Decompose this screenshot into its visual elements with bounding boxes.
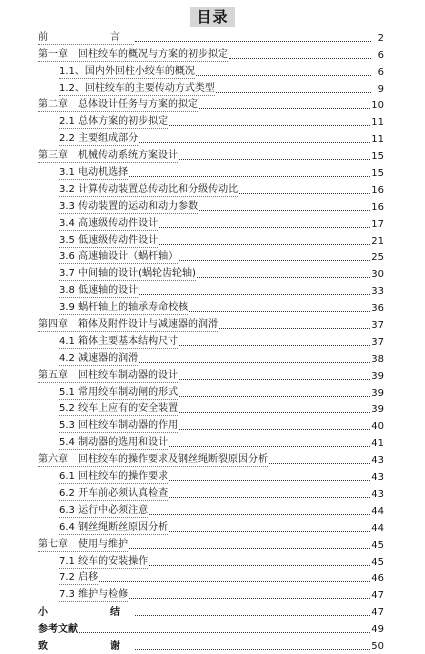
toc-leader-dots: [135, 614, 370, 616]
toc-entry[interactable]: [38, 249, 384, 266]
toc-entry-page-number: 45: [371, 556, 384, 568]
toc-entry-label: 4.2 减速器的润滑: [59, 352, 139, 364]
toc-leader-dots: [129, 597, 370, 599]
toc-leader-dots: [169, 124, 370, 126]
toc-entry-label: 3.1 电动机选择: [59, 167, 129, 179]
toc-entry[interactable]: [38, 401, 384, 418]
toc-leader-dots: [159, 226, 370, 228]
toc-entry-page-number: 36: [371, 303, 384, 315]
toc-entry-page-number: 47: [371, 590, 384, 602]
toc-leader-dots: [135, 40, 371, 42]
toc-entry[interactable]: [38, 502, 384, 519]
toc-leader-dots: [229, 57, 371, 59]
toc-leader-dots: [159, 243, 370, 245]
toc-entry-page-number: 21: [371, 235, 384, 247]
toc-entry[interactable]: [38, 80, 384, 97]
toc-leader-dots: [149, 564, 370, 566]
toc-entry[interactable]: [38, 417, 384, 434]
toc-entry-label: 2.1 总体方案的初步拟定: [59, 116, 169, 128]
toc-entry-label: 1.1、国内外回柱小绞车的概况: [59, 65, 195, 77]
toc-entry-label: 6.2 开车前必须认真检查: [59, 487, 169, 499]
toc-entry-page-number: 39: [371, 387, 384, 399]
toc-entry-label: 3.7 中间轴的设计(蜗轮齿轮轴): [59, 268, 196, 280]
toc-entry-label: 第一章 回柱绞车的概况与方案的初步拟定: [38, 48, 228, 60]
toc-leader-dots: [129, 547, 370, 549]
toc-entry-page-number: 40: [371, 421, 384, 433]
toc-entry-label: 第二章 总体设计任务与方案的拟定: [38, 99, 198, 111]
toc-entry-label: 第三章 机械传动系统方案设计: [38, 150, 178, 162]
toc-leader-dots: [179, 259, 370, 261]
toc-entry[interactable]: [38, 63, 384, 80]
toc-entry[interactable]: [38, 637, 384, 654]
toc-entry[interactable]: [38, 232, 384, 249]
toc-leader-dots: [169, 530, 370, 532]
toc-leader-dots: [179, 411, 370, 413]
toc-entry-page-number: 11: [371, 134, 384, 146]
toc-entry-label: 3.2 计算传动装置总传动比和分级传动比: [59, 183, 239, 195]
toc-entry-page-number: 45: [371, 539, 384, 551]
toc-entry[interactable]: [38, 181, 384, 198]
toc-leader-dots: [129, 175, 370, 177]
toc-entry-label: 第七章 使用与维护: [38, 538, 128, 550]
toc-entry-page-number: 33: [371, 286, 384, 298]
toc-entry-label: 致 谢: [38, 640, 134, 652]
toc-entry-label: 3.5 低速级传动件设计: [59, 234, 159, 246]
toc-entry-page-number: 43: [371, 455, 384, 467]
toc-entry-page-number: 2: [377, 32, 384, 44]
toc-leader-dots: [99, 580, 370, 582]
toc-entry[interactable]: [38, 198, 384, 215]
toc-entry-page-number: 6: [377, 66, 384, 78]
toc-entry-page-number: 30: [371, 269, 384, 281]
toc-entry[interactable]: [38, 316, 384, 333]
toc-leader-dots: [179, 378, 370, 380]
toc-entry-page-number: 37: [371, 336, 384, 348]
toc-entry-page-number: 43: [371, 472, 384, 484]
toc-entry-label: 3.6 高速轴设计（蜗杆轴）: [59, 251, 179, 263]
toc-entry[interactable]: [38, 570, 384, 587]
toc-entry-label: 第四章 箱体及附件设计与减速器的润滑: [38, 319, 218, 331]
toc-entry-label: 2.2 主要组成部分: [59, 133, 139, 145]
toc-entry[interactable]: [38, 350, 384, 367]
page-title: 目录: [190, 7, 234, 27]
toc-entry[interactable]: [38, 164, 384, 181]
toc-entry-label: 5.2 绞车上应有的安全装置: [59, 403, 179, 415]
toc-entry[interactable]: [38, 519, 384, 536]
toc-leader-dots: [139, 293, 370, 295]
toc-leader-dots: [219, 327, 370, 329]
toc-entry-label: 1.2、回柱绞车的主要传动方式类型: [59, 82, 215, 94]
table-of-contents: [38, 29, 384, 654]
toc-leader-dots: [179, 344, 370, 346]
toc-entry-page-number: 16: [371, 201, 384, 213]
toc-entry-page-number: 9: [377, 83, 384, 95]
toc-entry-page-number: 15: [371, 168, 384, 180]
toc-leader-dots: [196, 74, 371, 76]
toc-entry-page-number: 43: [371, 488, 384, 500]
toc-entry-page-number: 47: [371, 607, 384, 619]
toc-entry-page-number: 39: [371, 404, 384, 416]
toc-leader-dots: [199, 107, 370, 109]
toc-entry[interactable]: [38, 384, 384, 401]
toc-entry[interactable]: [38, 147, 384, 164]
toc-entry[interactable]: [38, 333, 384, 350]
toc-entry-page-number: 39: [371, 370, 384, 382]
toc-entry[interactable]: [38, 451, 384, 468]
toc-entry-page-number: 38: [371, 353, 384, 365]
toc-entry[interactable]: [38, 485, 384, 502]
toc-leader-dots: [239, 192, 370, 194]
toc-leader-dots: [179, 158, 370, 160]
toc-entry-label: 6.3 运行中必须注意: [59, 504, 149, 516]
toc-leader-dots: [269, 462, 370, 464]
toc-entry-label: 3.8 低速轴的设计: [59, 285, 139, 297]
toc-leader-dots: [197, 276, 370, 278]
toc-entry[interactable]: [38, 603, 384, 620]
toc-entry[interactable]: [38, 215, 384, 232]
toc-entry[interactable]: [38, 46, 384, 63]
toc-entry-label: 7.2 启移: [59, 572, 99, 584]
toc-entry[interactable]: [38, 367, 384, 384]
toc-entry-label: 3.4 高速级传动件设计: [59, 217, 159, 229]
toc-leader-dots: [169, 496, 370, 498]
toc-entry-page-number: 44: [371, 505, 384, 517]
toc-entry[interactable]: [38, 97, 384, 114]
toc-entry[interactable]: [38, 620, 384, 637]
toc-entry-label: 4.1 箱体主要基本结构尺寸: [59, 335, 179, 347]
title-wrap: [0, 7, 425, 27]
toc-leader-dots: [135, 648, 370, 650]
toc-entry[interactable]: [38, 468, 384, 485]
toc-entry-label: 6.1 回柱绞车的操作要求: [59, 471, 169, 483]
toc-entry[interactable]: [38, 113, 384, 130]
toc-entry-label: 5.4 制动器的选用和设计: [59, 437, 169, 449]
toc-entry-page-number: 15: [371, 151, 384, 163]
toc-entry[interactable]: [38, 536, 384, 553]
toc-entry-page-number: 11: [371, 117, 384, 129]
toc-leader-dots: [179, 428, 370, 430]
toc-leader-dots: [189, 310, 370, 312]
toc-entry[interactable]: [38, 434, 384, 451]
toc-entry[interactable]: [38, 282, 384, 299]
toc-leader-dots: [216, 91, 371, 93]
toc-entry-page-number: 41: [371, 438, 384, 450]
toc-entry-label: 小 结: [38, 607, 134, 619]
toc-leader-dots: [139, 361, 370, 363]
toc-entry-label: 第六章 回柱绞车的操作要求及钢丝绳断裂原因分析: [38, 454, 268, 466]
toc-leader-dots: [179, 395, 370, 397]
toc-entry-label: 7.1 绞车的安装操作: [59, 555, 149, 567]
toc-leader-dots: [79, 631, 370, 633]
toc-entry-page-number: 6: [377, 49, 384, 61]
toc-entry-page-number: 25: [371, 252, 384, 264]
toc-entry[interactable]: [38, 553, 384, 570]
toc-leader-dots: [169, 445, 370, 447]
toc-entry-label: 第五章 回柱绞车制动器的设计: [38, 369, 178, 381]
toc-entry-page-number: 37: [371, 320, 384, 332]
toc-leader-dots: [199, 209, 370, 211]
toc-entry[interactable]: [38, 265, 384, 282]
toc-entry-label: 7.3 维护与检修: [59, 589, 129, 601]
toc-entry-page-number: 46: [371, 573, 384, 585]
toc-entry-label: 5.3 回柱绞车制动器的作用: [59, 420, 179, 432]
toc-entry[interactable]: [38, 130, 384, 147]
toc-entry-label: 3.9 蜗杆轴上的轴承寿命校核: [59, 302, 189, 314]
toc-entry-page-number: 50: [371, 640, 384, 652]
toc-entry-label: 5.1 常用绞车制动闸的形式: [59, 386, 179, 398]
toc-leader-dots: [149, 513, 370, 515]
toc-entry-label: 参考文献: [38, 624, 78, 636]
toc-entry-page-number: 17: [371, 218, 384, 230]
toc-leader-dots: [169, 479, 370, 481]
toc-entry-page-number: 49: [371, 624, 384, 636]
toc-entry[interactable]: [38, 29, 384, 46]
toc-entry-page-number: 10: [371, 100, 384, 112]
toc-entry-page-number: 16: [371, 184, 384, 196]
toc-entry-page-number: 44: [371, 522, 384, 534]
toc-entry[interactable]: [38, 299, 384, 316]
toc-entry-label: 前 言: [38, 31, 134, 43]
toc-leader-dots: [139, 141, 370, 143]
toc-entry-label: 6.4 钢丝绳断丝原因分析: [59, 521, 169, 533]
toc-entry-label: 3.3 传动装置的运动和动力参数: [59, 200, 199, 212]
toc-entry[interactable]: [38, 586, 384, 603]
